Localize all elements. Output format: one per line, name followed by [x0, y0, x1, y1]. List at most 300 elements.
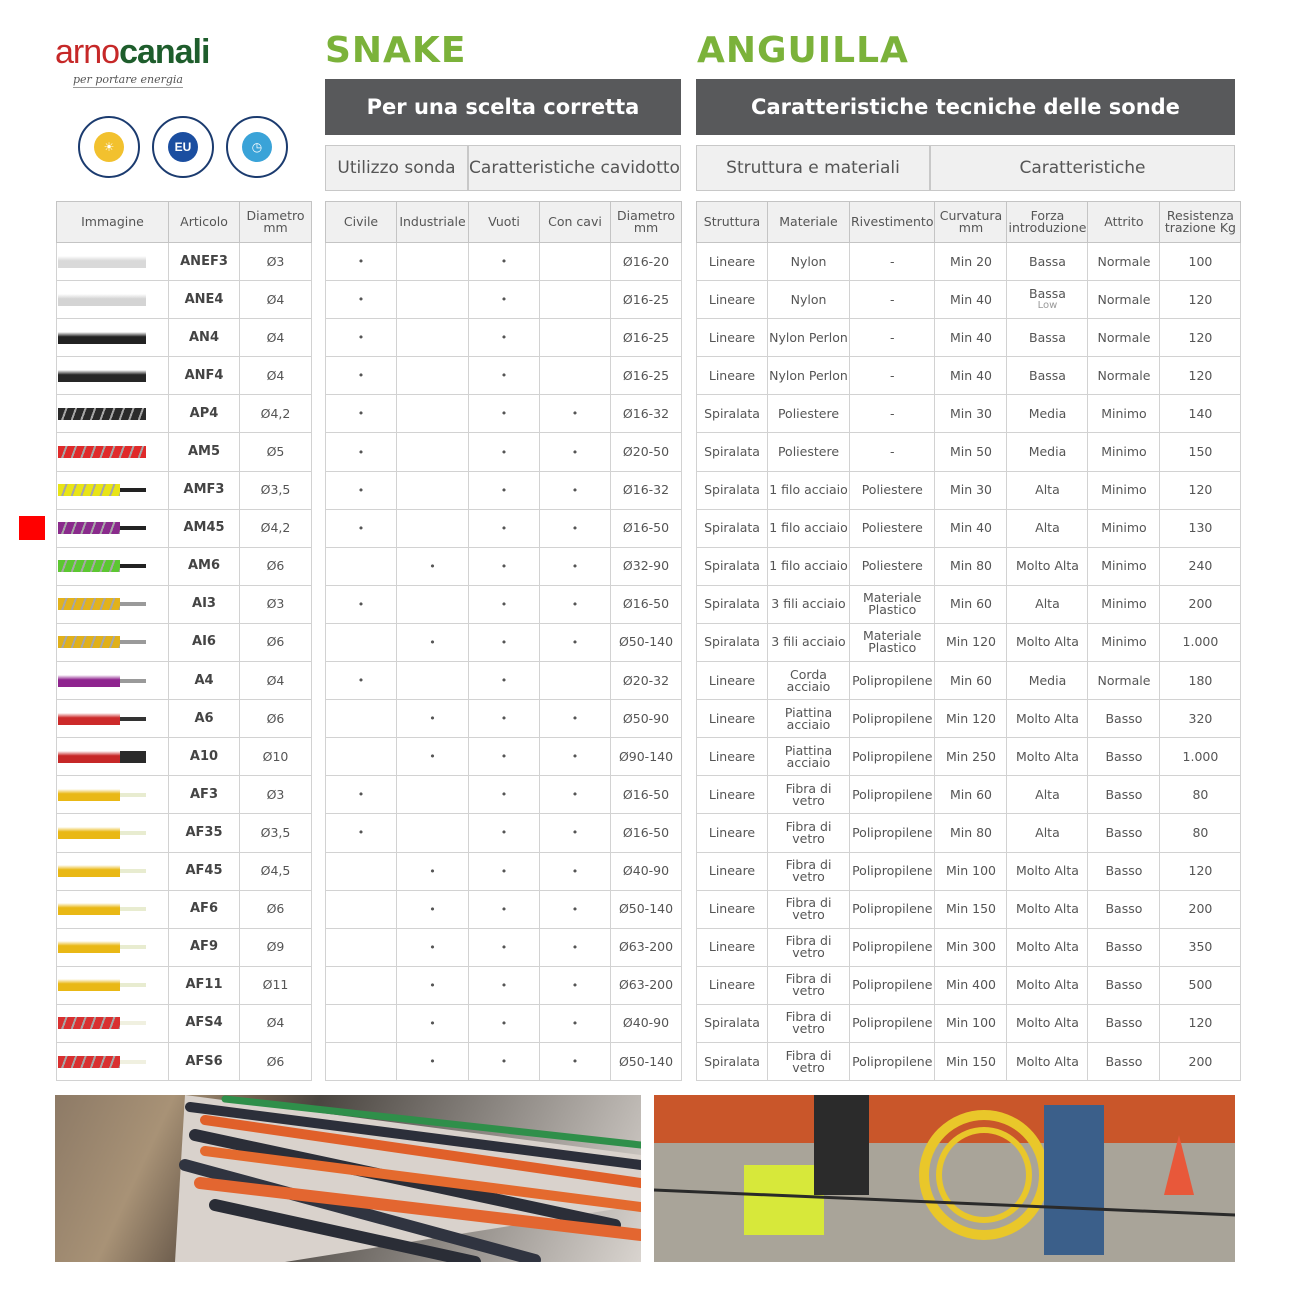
struttura-cell: Lineare [697, 814, 768, 852]
materiale-cell: Poliestere [768, 433, 850, 471]
articolo-cell: AF3 [169, 776, 240, 814]
materiale-cell: Piattina acciaio [768, 738, 850, 776]
forza-value: Molto Alta [1015, 939, 1079, 955]
table-row [697, 890, 1241, 928]
forza-cell [1007, 243, 1088, 281]
table-row [697, 1042, 1241, 1080]
diametro-cell: Ø3 [240, 243, 312, 281]
vuoti-cell [469, 471, 540, 509]
attrito-cell: Basso [1088, 738, 1160, 776]
probe-icon [58, 1017, 146, 1029]
group-header-right [696, 145, 1235, 191]
articolo-cell: AMF3 [169, 471, 240, 509]
probe-image [57, 319, 169, 357]
attrito-cell: Basso [1088, 852, 1160, 890]
rivestimento-cell: - [850, 433, 935, 471]
curvatura-cell: Min 100 [935, 852, 1007, 890]
materiale-cell: Piattina acciaio [768, 700, 850, 738]
rivestimento-cell: Polipropilene [850, 928, 935, 966]
forza-cell [1007, 357, 1088, 395]
industriale-cell [397, 966, 469, 1004]
probe-image [57, 281, 169, 319]
rivestimento-cell: Polipropilene [850, 776, 935, 814]
diametro-cavidotto-cell: Ø16-32 [611, 395, 682, 433]
table-row [57, 814, 312, 852]
curvatura-cell: Min 40 [935, 319, 1007, 357]
struttura-cell: Lineare [697, 662, 768, 700]
attrito-cell: Minimo [1088, 433, 1160, 471]
table-row [697, 928, 1241, 966]
vuoti-cell [469, 395, 540, 433]
forza-value: Molto Alta [1015, 977, 1079, 993]
eu-patent-seal-icon: EU [152, 116, 214, 178]
vuoti-cell [469, 1004, 540, 1042]
civile-cell [326, 852, 397, 890]
materiale-cell: 1 filo acciaio [768, 547, 850, 585]
attrito-cell: Basso [1088, 1042, 1160, 1080]
civile-cell [326, 890, 397, 928]
articolo-cell: AF9 [169, 928, 240, 966]
curvatura-cell: Min 40 [935, 357, 1007, 395]
resistenza-cell: 200 [1160, 890, 1241, 928]
table-row [326, 395, 682, 433]
attrito-cell: Basso [1088, 776, 1160, 814]
struttura-cell: Lineare [697, 852, 768, 890]
industriale-cell [397, 243, 469, 281]
header-industriale: Industriale [397, 202, 469, 243]
diametro-cell: Ø6 [240, 1042, 312, 1080]
forza-cell [1007, 319, 1088, 357]
probe-image [57, 357, 169, 395]
forza-value: Molto Alta [1015, 710, 1079, 726]
civile-cell [326, 662, 397, 700]
diametro-cavidotto-cell: Ø20-50 [611, 433, 682, 471]
resistenza-cell: 180 [1160, 662, 1241, 700]
diametro-cavidotto-cell: Ø50-140 [611, 890, 682, 928]
civile-cell [326, 319, 397, 357]
header-vuoti: Vuoti [469, 202, 540, 243]
con-cavi-cell [540, 852, 611, 890]
industriale-cell [397, 738, 469, 776]
table-row [57, 357, 312, 395]
con-cavi-cell [540, 814, 611, 852]
table-row [57, 700, 312, 738]
curvatura-cell: Min 120 [935, 623, 1007, 661]
con-cavi-cell [540, 776, 611, 814]
industriale-cell [397, 433, 469, 471]
photo-workers-probe [654, 1095, 1235, 1262]
table-row [697, 357, 1241, 395]
table-row [697, 319, 1241, 357]
articolo-cell: AF35 [169, 814, 240, 852]
attrito-cell: Minimo [1088, 585, 1160, 623]
forza-cell [1007, 928, 1088, 966]
civile-cell [326, 928, 397, 966]
industriale-cell [397, 1042, 469, 1080]
con-cavi-cell [540, 890, 611, 928]
civile-cell [326, 395, 397, 433]
forza-value: Media [1028, 405, 1067, 421]
struttura-cell: Lineare [697, 928, 768, 966]
probe-icon [58, 751, 146, 763]
selected-row-marker [19, 516, 45, 540]
group-struttura-materiali: Struttura e materiali [696, 145, 930, 191]
forza-cell [1007, 700, 1088, 738]
logo-tagline: per portare energia [73, 73, 183, 86]
resistenza-cell: 120 [1160, 319, 1241, 357]
vuoti-cell [469, 509, 540, 547]
table-row [57, 662, 312, 700]
diametro-cell: Ø3,5 [240, 814, 312, 852]
struttura-cell: Spiralata [697, 395, 768, 433]
rivestimento-cell: Materiale Plastico [850, 585, 935, 623]
civile-cell [326, 623, 397, 661]
header-con-cavi: Con cavi [540, 202, 611, 243]
forza-value: Molto Alta [1015, 1015, 1079, 1031]
struttura-cell: Spiralata [697, 433, 768, 471]
header-struttura: Struttura [697, 202, 768, 243]
attrito-cell: Normale [1088, 357, 1160, 395]
probe-icon [58, 560, 146, 572]
table-row [57, 928, 312, 966]
civile-cell [326, 547, 397, 585]
industriale-cell [397, 547, 469, 585]
struttura-cell: Lineare [697, 966, 768, 1004]
table-row [697, 1004, 1241, 1042]
forza-value: Alta [1035, 520, 1060, 536]
resistenza-cell: 500 [1160, 966, 1241, 1004]
civile-cell [326, 1042, 397, 1080]
probe-icon [58, 446, 146, 458]
table-row [57, 776, 312, 814]
civile-cell [326, 357, 397, 395]
vuoti-cell [469, 433, 540, 471]
probe-image [57, 509, 169, 547]
con-cavi-cell [540, 623, 611, 661]
resistenza-cell: 120 [1160, 852, 1241, 890]
probe-icon [58, 789, 146, 801]
vuoti-cell [469, 623, 540, 661]
forza-value: Molto Alta [1015, 748, 1079, 764]
header-articolo: Articolo [169, 202, 240, 243]
resistenza-cell: 100 [1160, 243, 1241, 281]
probe-icon [58, 332, 146, 344]
vuoti-cell [469, 852, 540, 890]
table-row [57, 623, 312, 661]
attrito-cell: Normale [1088, 243, 1160, 281]
table-row [326, 928, 682, 966]
diametro-cavidotto-cell: Ø40-90 [611, 852, 682, 890]
con-cavi-cell [540, 395, 611, 433]
rivestimento-cell: Poliestere [850, 471, 935, 509]
attrito-cell: Normale [1088, 319, 1160, 357]
probe-image [57, 700, 169, 738]
articolo-cell: A6 [169, 700, 240, 738]
rivestimento-cell: - [850, 395, 935, 433]
vuoti-cell [469, 890, 540, 928]
curvatura-cell: Min 80 [935, 814, 1007, 852]
materiale-cell: Nylon Perlon [768, 319, 850, 357]
group-caratteristiche-cavidotto: Caratteristiche cavidotto [468, 145, 681, 191]
forza-cell [1007, 509, 1088, 547]
diametro-cavidotto-cell: Ø16-50 [611, 776, 682, 814]
table-row [326, 814, 682, 852]
materiale-cell: Nylon [768, 281, 850, 319]
resistenza-cell: 120 [1160, 471, 1241, 509]
con-cavi-cell [540, 319, 611, 357]
vuoti-cell [469, 662, 540, 700]
forza-value: Bassa [1029, 367, 1066, 383]
rivestimento-cell: - [850, 281, 935, 319]
forza-cell [1007, 776, 1088, 814]
articolo-cell: AF6 [169, 890, 240, 928]
rivestimento-cell: Polipropilene [850, 738, 935, 776]
table-row [57, 395, 312, 433]
probe-image [57, 738, 169, 776]
rivestimento-cell: Materiale Plastico [850, 623, 935, 661]
materiale-cell: Fibra di vetro [768, 1042, 850, 1080]
attrito-cell: Normale [1088, 662, 1160, 700]
forza-subtext: Low [1037, 299, 1058, 311]
table-row [57, 1042, 312, 1080]
vuoti-cell [469, 814, 540, 852]
probe-icon [58, 713, 146, 725]
industriale-cell [397, 509, 469, 547]
vuoti-cell [469, 357, 540, 395]
forza-cell [1007, 852, 1088, 890]
articolo-cell: ANF4 [169, 357, 240, 395]
materiale-cell: Nylon [768, 243, 850, 281]
forza-cell [1007, 585, 1088, 623]
group-caratteristiche: Caratteristiche [930, 145, 1235, 191]
probe-icon [58, 484, 146, 496]
attrito-cell: Basso [1088, 890, 1160, 928]
diametro-cell: Ø4 [240, 662, 312, 700]
articolo-cell: AFS4 [169, 1004, 240, 1042]
table-row [57, 890, 312, 928]
curvatura-cell: Min 80 [935, 547, 1007, 585]
forza-cell [1007, 623, 1088, 661]
forza-value: Molto Alta [1015, 1053, 1079, 1069]
probe-icon [58, 636, 146, 648]
industriale-cell [397, 585, 469, 623]
forza-cell [1007, 395, 1088, 433]
table-row [326, 509, 682, 547]
civile-cell [326, 738, 397, 776]
struttura-cell: Spiralata [697, 471, 768, 509]
table-row [697, 700, 1241, 738]
con-cavi-cell [540, 281, 611, 319]
probe-image [57, 662, 169, 700]
forza-value: Media [1028, 672, 1067, 688]
forza-cell [1007, 281, 1088, 319]
table-row [326, 852, 682, 890]
vuoti-cell [469, 700, 540, 738]
diametro-cavidotto-cell: Ø50-140 [611, 623, 682, 661]
table-row [697, 776, 1241, 814]
struttura-cell: Spiralata [697, 1004, 768, 1042]
materiale-cell: Fibra di vetro [768, 1004, 850, 1042]
probe-icon [58, 370, 146, 382]
probe-image [57, 776, 169, 814]
vuoti-cell [469, 928, 540, 966]
industriale-cell [397, 623, 469, 661]
con-cavi-cell [540, 700, 611, 738]
rivestimento-cell: Polipropilene [850, 1004, 935, 1042]
resistenza-cell: 120 [1160, 281, 1241, 319]
articolo-cell: AF45 [169, 852, 240, 890]
table-row [57, 852, 312, 890]
diametro-cell: Ø5 [240, 433, 312, 471]
rivestimento-cell: - [850, 357, 935, 395]
con-cavi-cell [540, 966, 611, 1004]
civile-cell [326, 700, 397, 738]
table-scelta [325, 201, 682, 1081]
diametro-cavidotto-cell: Ø16-50 [611, 814, 682, 852]
diametro-cavidotto-cell: Ø90-140 [611, 738, 682, 776]
table-row [326, 1004, 682, 1042]
probe-image [57, 1042, 169, 1080]
attrito-cell: Basso [1088, 814, 1160, 852]
diametro-cavidotto-cell: Ø40-90 [611, 1004, 682, 1042]
vuoti-cell [469, 547, 540, 585]
materiale-cell: Fibra di vetro [768, 776, 850, 814]
vuoti-cell [469, 585, 540, 623]
industriale-cell [397, 890, 469, 928]
con-cavi-cell [540, 738, 611, 776]
forza-value: Molto Alta [1015, 634, 1079, 650]
diametro-cavidotto-cell: Ø16-25 [611, 319, 682, 357]
industriale-cell [397, 852, 469, 890]
band-caratteristiche-tecniche: Caratteristiche tecniche delle sonde [696, 79, 1235, 135]
resistenza-cell: 80 [1160, 814, 1241, 852]
resistenza-cell: 120 [1160, 357, 1241, 395]
table-row [326, 585, 682, 623]
forza-value: Molto Alta [1015, 558, 1079, 574]
diametro-cavidotto-cell: Ø50-90 [611, 700, 682, 738]
header-diametro: Diametro mm [240, 202, 312, 243]
diametro-cell: Ø4,2 [240, 395, 312, 433]
table-row [326, 471, 682, 509]
table-row [697, 662, 1241, 700]
industriale-cell [397, 357, 469, 395]
clock-icon: ◷ [242, 132, 272, 162]
curvatura-cell: Min 150 [935, 890, 1007, 928]
forza-cell [1007, 471, 1088, 509]
diametro-cavidotto-cell: Ø16-50 [611, 585, 682, 623]
rivestimento-cell: Poliestere [850, 547, 935, 585]
header-curvatura: Curvatura mm [935, 202, 1007, 243]
resistenza-cell: 80 [1160, 776, 1241, 814]
resistenza-cell: 1.000 [1160, 623, 1241, 661]
civile-cell [326, 471, 397, 509]
forza-cell [1007, 547, 1088, 585]
articolo-cell: ANEF3 [169, 243, 240, 281]
probe-icon [58, 675, 146, 687]
forza-cell [1007, 890, 1088, 928]
rivestimento-cell: - [850, 319, 935, 357]
table-row [326, 890, 682, 928]
table-row [697, 623, 1241, 661]
articolo-cell: A4 [169, 662, 240, 700]
table-row [697, 738, 1241, 776]
forza-value: Molto Alta [1015, 863, 1079, 879]
resistenza-cell: 150 [1160, 433, 1241, 471]
diametro-cell: Ø4 [240, 1004, 312, 1042]
curvatura-cell: Min 150 [935, 1042, 1007, 1080]
diametro-cell: Ø4 [240, 357, 312, 395]
probe-icon [58, 827, 146, 839]
industriale-cell [397, 776, 469, 814]
con-cavi-cell [540, 547, 611, 585]
table-row [326, 623, 682, 661]
diametro-cavidotto-cell: Ø16-25 [611, 357, 682, 395]
table-caratteristiche [696, 201, 1241, 1081]
extended-life-seal-icon [226, 116, 288, 178]
forza-value: Bassa [1029, 329, 1066, 345]
table-row [326, 319, 682, 357]
table-articoli [56, 201, 312, 1081]
diametro-cell: Ø9 [240, 928, 312, 966]
probe-image [57, 623, 169, 661]
materiale-cell: Fibra di vetro [768, 966, 850, 1004]
attrito-cell: Minimo [1088, 471, 1160, 509]
materiale-cell: Nylon Perlon [768, 357, 850, 395]
struttura-cell: Spiralata [697, 623, 768, 661]
civile-cell [326, 281, 397, 319]
table-row [326, 281, 682, 319]
table-row [697, 281, 1241, 319]
table-row [57, 966, 312, 1004]
resistenza-cell: 240 [1160, 547, 1241, 585]
table-row [57, 509, 312, 547]
forza-cell [1007, 814, 1088, 852]
curvatura-cell: Min 60 [935, 662, 1007, 700]
table-row [326, 433, 682, 471]
diametro-cavidotto-cell: Ø16-50 [611, 509, 682, 547]
table-row [57, 585, 312, 623]
header-immagine: Immagine [57, 202, 169, 243]
rivestimento-cell: Polipropilene [850, 852, 935, 890]
attrito-cell: Minimo [1088, 623, 1160, 661]
attrito-cell: Basso [1088, 928, 1160, 966]
con-cavi-cell [540, 662, 611, 700]
resistenza-cell: 200 [1160, 585, 1241, 623]
diametro-cell: Ø3,5 [240, 471, 312, 509]
probe-image [57, 852, 169, 890]
table-row [326, 776, 682, 814]
table-row [697, 471, 1241, 509]
table-row [57, 471, 312, 509]
civile-cell [326, 243, 397, 281]
header-rivestimento: Rivestimento [850, 202, 935, 243]
industriale-cell [397, 928, 469, 966]
materiale-cell: Fibra di vetro [768, 814, 850, 852]
civile-cell [326, 433, 397, 471]
struttura-cell: Lineare [697, 319, 768, 357]
forza-cell [1007, 966, 1088, 1004]
probe-image [57, 471, 169, 509]
curvatura-cell: Min 60 [935, 776, 1007, 814]
forza-value: Alta [1035, 482, 1060, 498]
vuoti-cell [469, 281, 540, 319]
probe-icon [58, 1056, 146, 1068]
rivestimento-cell: Polipropilene [850, 814, 935, 852]
rivestimento-cell: Polipropilene [850, 966, 935, 1004]
vuoti-cell [469, 243, 540, 281]
diametro-cell: Ø6 [240, 890, 312, 928]
articolo-cell: ANE4 [169, 281, 240, 319]
